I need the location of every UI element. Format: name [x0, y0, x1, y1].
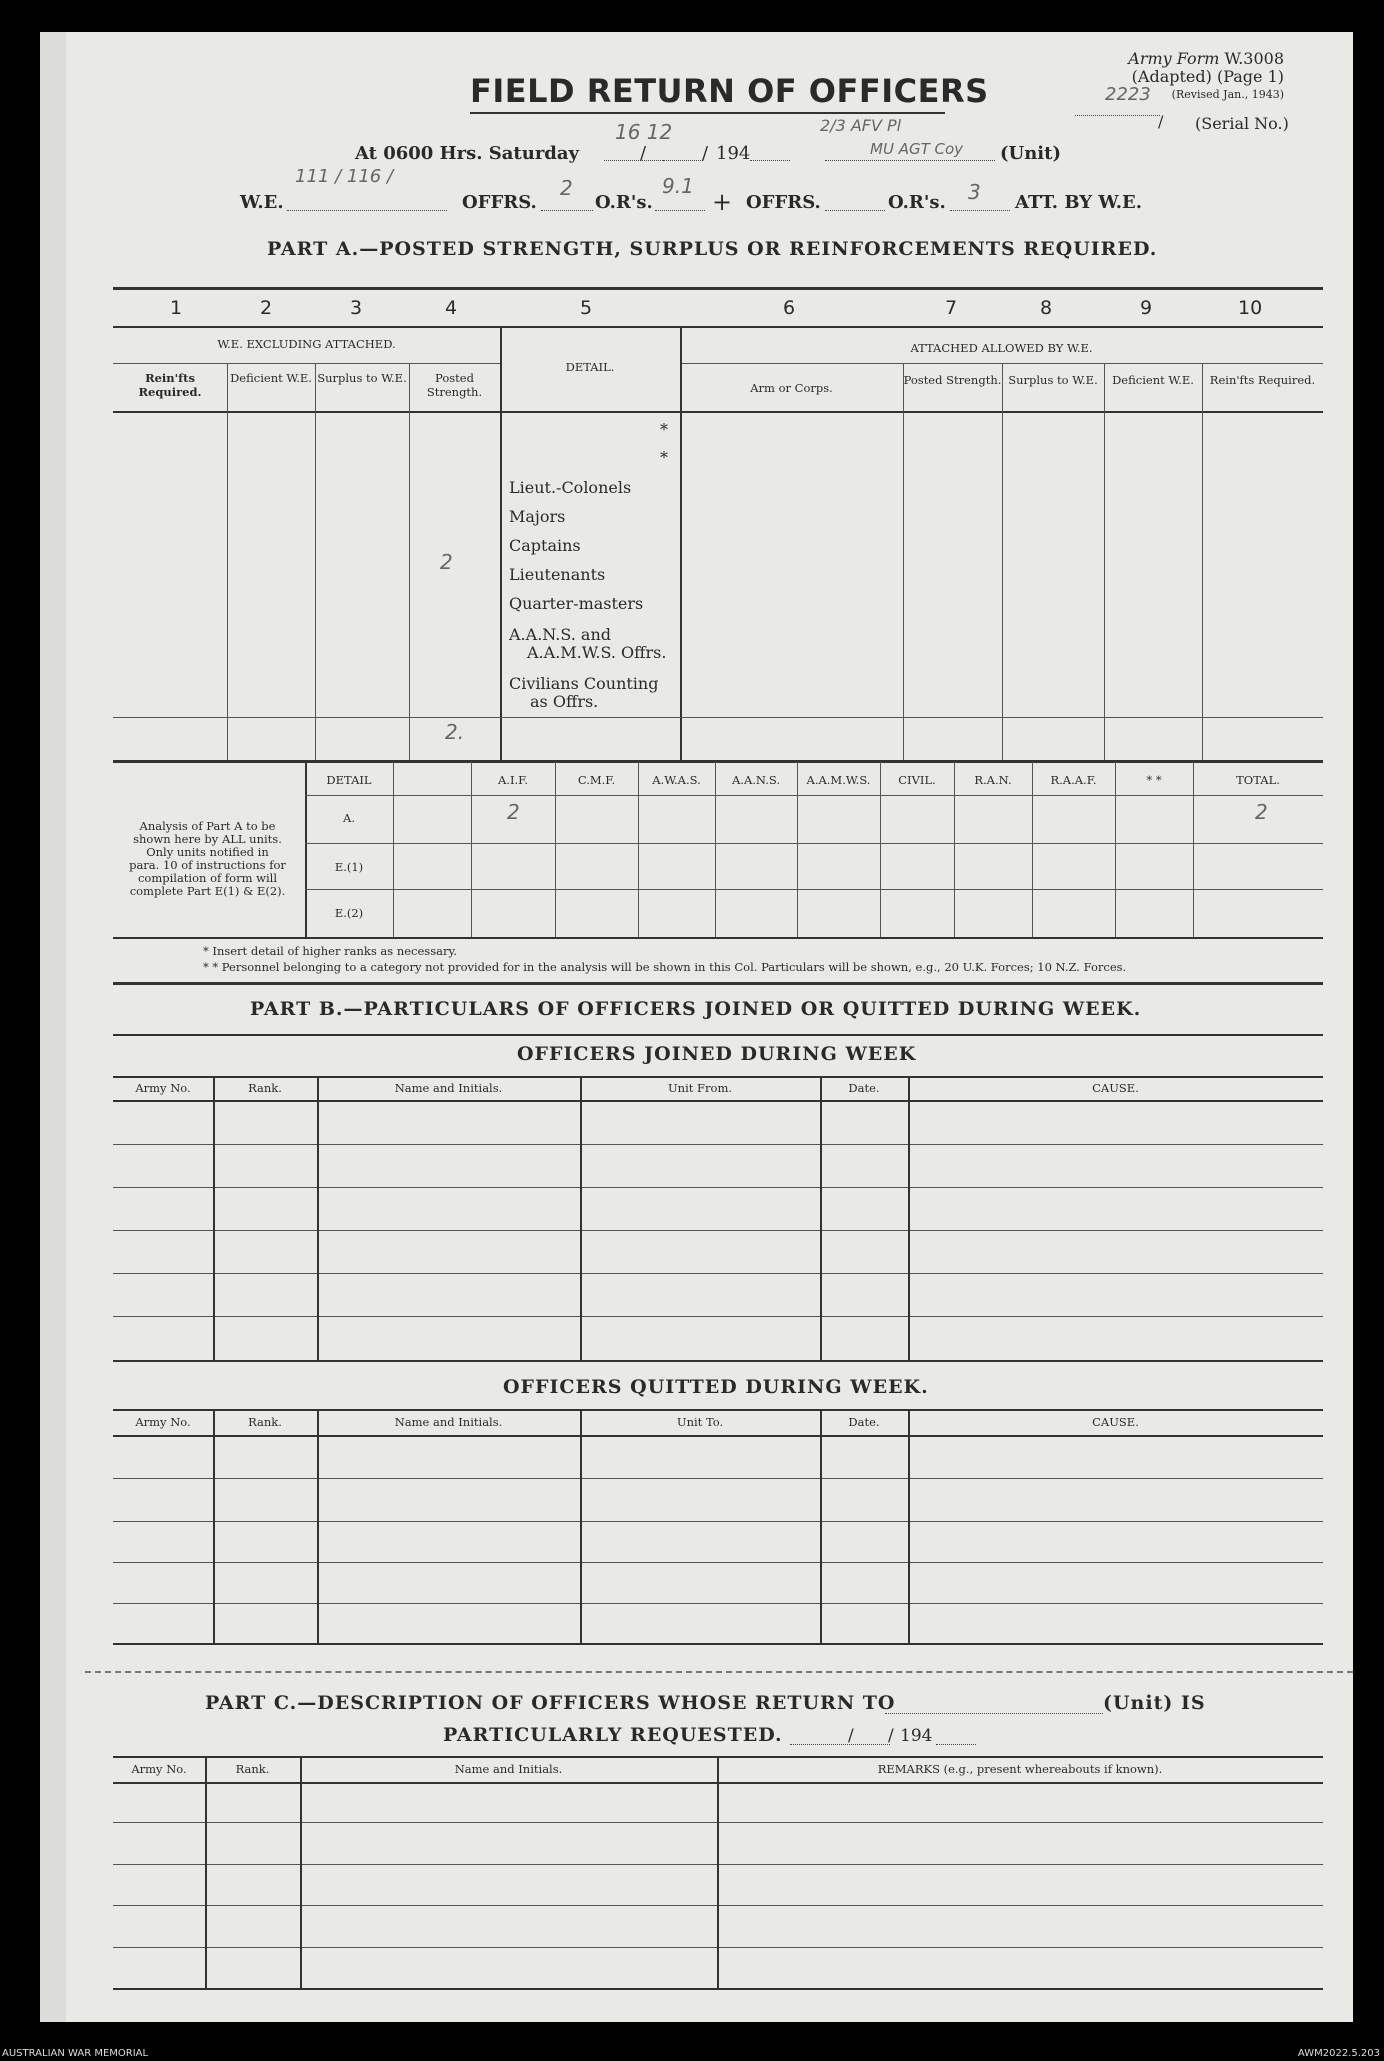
- analysis-bottom-rule: [113, 937, 1323, 939]
- part-a-top-rule: [113, 287, 1323, 290]
- handwritten-mark: 2: [507, 800, 520, 824]
- part-c-unit-is: (Unit) IS: [1103, 1692, 1206, 1714]
- handwritten-unit-sub: MU AGT Coy: [870, 140, 964, 158]
- quitted-row-rule: [113, 1478, 1323, 1479]
- year-label: 194: [716, 143, 751, 164]
- joined-header-bottom: [113, 1100, 1323, 1102]
- quitted-vline: [820, 1409, 822, 1644]
- part-a-vline: [1002, 364, 1003, 762]
- offrs-dots: [541, 210, 593, 211]
- paper-edge: [40, 32, 66, 2022]
- footnote-1: * Insert detail of higher ranks as necessary.: [203, 944, 458, 958]
- rank-aans: A.A.N.S. and: [509, 625, 611, 644]
- quitted-col-rank: Rank.: [248, 1415, 282, 1429]
- joined-bottom-rule: [113, 1360, 1323, 1362]
- part-c-unit-dots: [885, 1713, 1103, 1714]
- joined-col-unit-from: Unit From.: [667, 1081, 732, 1095]
- quitted-heading: OFFICERS QUITTED DURING WEEK.: [503, 1376, 929, 1398]
- joined-row-rule: [113, 1273, 1323, 1274]
- ors2-dots: [950, 210, 1010, 211]
- analysis-vline: [954, 762, 955, 939]
- att-reinfts-header: Rein'fts Required.: [1209, 373, 1316, 387]
- quitted-row-rule: [113, 1562, 1323, 1563]
- part-c-heading-2: PARTICULARLY REQUESTED.: [443, 1724, 783, 1746]
- detail-header: DETAIL.: [565, 360, 615, 374]
- part-c-year: 194: [900, 1726, 933, 1746]
- analysis-header-civil: CIVIL.: [898, 773, 936, 787]
- adapted-label: (Adapted) (Page 1): [1131, 67, 1284, 86]
- analysis-note-line: complete Part E(1) & E(2).: [129, 884, 286, 898]
- col-number-1: 1: [170, 297, 183, 319]
- part-a-header-rule: [113, 411, 1323, 413]
- analysis-vline: [1032, 762, 1033, 939]
- quitted-col-army-no: Army No.: [135, 1415, 191, 1429]
- col-number-8: 8: [1040, 297, 1053, 319]
- analysis-row-rule: [305, 889, 1323, 890]
- joined-heading: OFFICERS JOINED DURING WEEK: [517, 1043, 917, 1065]
- quitted-vline: [213, 1409, 215, 1644]
- analysis-vline: [555, 762, 556, 939]
- analysis-vline: [638, 762, 639, 939]
- reinfts-required-header: Rein'fts Required.: [138, 371, 202, 399]
- joined-row-rule: [113, 1144, 1323, 1145]
- analysis-note-line: shown here by ALL units.: [133, 832, 282, 846]
- att-surplus-header: Surplus to W.E.: [1008, 373, 1098, 387]
- joined-row-rule: [113, 1187, 1323, 1188]
- part-a-vline: [500, 327, 502, 762]
- joined-col-cause: CAUSE.: [1092, 1081, 1139, 1095]
- analysis-header-aamws: A.A.M.W.S.: [806, 773, 871, 787]
- analysis-header-other: * *: [1146, 773, 1162, 787]
- analysis-note-line: Only units notified in: [146, 845, 269, 859]
- analysis-header-total: TOTAL.: [1236, 773, 1280, 787]
- part-a-vline: [315, 364, 316, 762]
- att-deficient-header: Deficient W.E.: [1112, 373, 1194, 387]
- footnote-2: * * Personnel belonging to a category not provided for in the analysis will be shown in this Col. Particulars will be shown, e.g., 20 U.K. Forces; 10 N.Z. Forces.: [203, 960, 1127, 974]
- quitted-header-bottom: [113, 1435, 1323, 1437]
- col-number-10: 10: [1238, 297, 1263, 319]
- at-hours-label: At 0600 Hrs. Saturday: [355, 143, 580, 164]
- part-c-col-remarks: REMARKS (e.g., present whereabouts if known).: [877, 1762, 1163, 1776]
- ors2-label: O.R's.: [888, 192, 946, 213]
- quitted-row-rule: [113, 1521, 1323, 1522]
- footer-archive: AUSTRALIAN WAR MEMORIAL: [2, 2048, 149, 2059]
- quitted-col-name: Name and Initials.: [394, 1415, 503, 1429]
- ors-dots: [655, 210, 705, 211]
- rank-lieut-colonels: Lieut.-Colonels: [509, 478, 632, 497]
- army-form-block: [1128, 50, 1284, 104]
- rank-civilians-sub: as Offrs.: [530, 692, 599, 711]
- part-c-col-name: Name and Initials.: [454, 1762, 563, 1776]
- joined-col-rank: Rank.: [248, 1081, 282, 1095]
- unit-label: (Unit): [1000, 143, 1061, 164]
- year-dots: [750, 160, 790, 161]
- joined-vline: [213, 1076, 215, 1361]
- analysis-row-e1: E.(1): [334, 860, 364, 874]
- date-slash-2: /: [702, 143, 709, 164]
- plus-sign: +: [712, 188, 733, 216]
- col-number-7: 7: [945, 297, 958, 319]
- analysis-row-rule: [305, 843, 1323, 844]
- joined-vline: [820, 1076, 822, 1361]
- rank-civilians: Civilians Counting: [509, 674, 659, 693]
- title-underline: [470, 112, 945, 114]
- analysis-vline: [880, 762, 881, 939]
- part-b-top-rule: [113, 982, 1323, 985]
- footer-accession: AWM2022.5.203: [1297, 2048, 1380, 2059]
- col-number-5: 5: [580, 297, 593, 319]
- joined-vline: [908, 1076, 910, 1361]
- deficient-we-header: Deficient W.E.: [230, 371, 312, 385]
- handwritten-date: 16 12: [615, 120, 673, 144]
- analysis-vline: [471, 762, 472, 939]
- part-a-heading: PART A.—POSTED STRENGTH, SURPLUS OR REINFORCEMENTS REQUIRED.: [267, 238, 1158, 260]
- form-number: W.3008: [1224, 49, 1284, 68]
- date-month-dots: [663, 160, 703, 161]
- analysis-header-awas: A.W.A.S.: [652, 773, 701, 787]
- part-c-vline: [205, 1756, 207, 1989]
- handwritten-ors: 9.1: [662, 174, 694, 198]
- analysis-row-e2: E.(2): [334, 906, 364, 920]
- offrs-label: OFFRS.: [462, 192, 537, 213]
- quitted-bottom-rule: [113, 1643, 1323, 1645]
- we-excluding-header: W.E. EXCLUDING ATTACHED.: [217, 337, 396, 351]
- posted-strength-header: Posted Strength.: [426, 371, 483, 399]
- att-label: ATT. BY W.E.: [1015, 192, 1143, 213]
- analysis-vline: [797, 762, 798, 939]
- serial-label: (Serial No.): [1195, 114, 1289, 133]
- handwritten-ors2: 3: [968, 180, 981, 204]
- surplus-we-header: Surplus to W.E.: [317, 371, 407, 385]
- joined-header-top: [113, 1076, 1323, 1078]
- part-c-slash-1: /: [848, 1726, 854, 1746]
- quitted-header-top: [113, 1409, 1323, 1411]
- quitted-row-rule: [113, 1603, 1323, 1604]
- col-number-4: 4: [445, 297, 458, 319]
- part-c-year-dots: [936, 1744, 976, 1745]
- col-number-3: 3: [350, 297, 363, 319]
- part-b-rule: [113, 1034, 1323, 1036]
- col-number-2: 2: [260, 297, 273, 319]
- ors-label: O.R's.: [595, 192, 653, 213]
- joined-row-rule: [113, 1230, 1323, 1231]
- we-dots: [287, 210, 447, 211]
- joined-vline: [580, 1076, 582, 1361]
- part-c-col-rank: Rank.: [235, 1762, 270, 1776]
- quitted-vline: [580, 1409, 582, 1644]
- joined-col-name: Name and Initials.: [394, 1081, 503, 1095]
- we-label: W.E.: [240, 192, 284, 213]
- attached-allowed-header: ATTACHED ALLOWED BY W.E.: [910, 341, 1093, 355]
- part-a-vline: [409, 364, 410, 762]
- handwritten-mark: 2.: [445, 720, 465, 744]
- handwritten-mark: 2: [440, 550, 453, 574]
- analysis-row-a: A.: [343, 811, 355, 825]
- arm-corps-header: Arm or Corps.: [750, 381, 833, 395]
- quitted-col-unit-to: Unit To.: [676, 1415, 724, 1429]
- quitted-vline: [317, 1409, 319, 1644]
- offrs2-dots: [825, 210, 885, 211]
- form-title: FIELD RETURN OF OFFICERS: [470, 72, 989, 110]
- army-form-label: Army Form: [1128, 49, 1220, 68]
- part-c-heading: PART C.—DESCRIPTION OF OFFICERS WHOSE RETURN TO: [205, 1692, 896, 1714]
- joined-col-date: Date.: [848, 1081, 880, 1095]
- rank-lieutenants: Lieutenants: [509, 565, 606, 584]
- part-a-vline: [903, 364, 904, 762]
- col-number-6: 6: [783, 297, 796, 319]
- analysis-vline: [715, 762, 716, 939]
- part-a-vline: [1104, 364, 1105, 762]
- joined-col-army-no: Army No.: [135, 1081, 191, 1095]
- part-a-vline: [680, 327, 682, 762]
- part-a-total-rule: [113, 717, 1323, 718]
- part-c-date-dots: [790, 1744, 890, 1745]
- part-a-bottom-rule: [113, 760, 1323, 763]
- analysis-vline: [393, 762, 394, 939]
- joined-row-rule: [113, 1316, 1323, 1317]
- part-c-vline: [717, 1756, 719, 1989]
- part-c-col-army-no: Army No.: [131, 1762, 187, 1776]
- analysis-note-line: para. 10 of instructions for: [129, 858, 286, 872]
- perforation-line: [85, 1671, 1353, 1673]
- analysis-header-aans: A.A.N.S.: [731, 773, 781, 787]
- handwritten-unit: 2/3 AFV Pl: [820, 116, 902, 135]
- analysis-header-cmf: C.M.F.: [577, 773, 616, 787]
- part-a-vline: [227, 364, 228, 762]
- rank-majors: Majors: [509, 507, 566, 526]
- rank-quarter-masters: Quarter-masters: [509, 594, 644, 613]
- slash: /: [1158, 112, 1164, 131]
- part-a-vline: [1202, 364, 1203, 762]
- col-number-9: 9: [1140, 297, 1153, 319]
- analysis-vline: [1115, 762, 1116, 939]
- unit-dots: [825, 160, 995, 161]
- att-posted-strength-header: Posted Strength.: [903, 373, 1002, 387]
- handwritten-serial: 2223: [1105, 84, 1151, 105]
- analysis-note-line: Analysis of Part A to be: [139, 819, 276, 833]
- serial-dots: [1075, 115, 1160, 116]
- analysis-header-aif: A.I.F.: [497, 773, 528, 787]
- rank-captains: Captains: [509, 536, 581, 555]
- handwritten-we: 111 / 116 /: [295, 166, 394, 187]
- quitted-col-cause: CAUSE.: [1092, 1415, 1139, 1429]
- analysis-header-detail: DETAIL: [326, 773, 372, 787]
- offrs2-label: OFFRS.: [746, 192, 821, 213]
- rank-aamws: A.A.M.W.S. Offrs.: [527, 643, 667, 662]
- analysis-row-rule: [305, 795, 1323, 796]
- part-c-vline: [300, 1756, 302, 1989]
- quitted-vline: [908, 1409, 910, 1644]
- analysis-header-raaf: R.A.A.F.: [1050, 773, 1097, 787]
- joined-vline: [317, 1076, 319, 1361]
- part-c-slash-2: /: [888, 1726, 894, 1746]
- analysis-header-ran: R.A.N.: [974, 773, 1012, 787]
- handwritten-mark: 2: [1255, 800, 1268, 824]
- revised-label: (Revised Jan., 1943): [1171, 88, 1284, 101]
- handwritten-offrs: 2: [560, 176, 573, 200]
- analysis-vline: [1193, 762, 1194, 939]
- analysis-note: [115, 820, 300, 898]
- col-number-rule: [113, 326, 1323, 328]
- we-excl-rule: [113, 363, 500, 364]
- star-1: *: [660, 420, 668, 439]
- quitted-col-date: Date.: [848, 1415, 880, 1429]
- part-b-heading: PART B.—PARTICULARS OF OFFICERS JOINED OR QUITTED DURING WEEK.: [250, 998, 1142, 1020]
- analysis-note-line: compilation of form will: [137, 871, 278, 885]
- date-slash-1: /: [640, 143, 647, 164]
- star-2: *: [660, 448, 668, 467]
